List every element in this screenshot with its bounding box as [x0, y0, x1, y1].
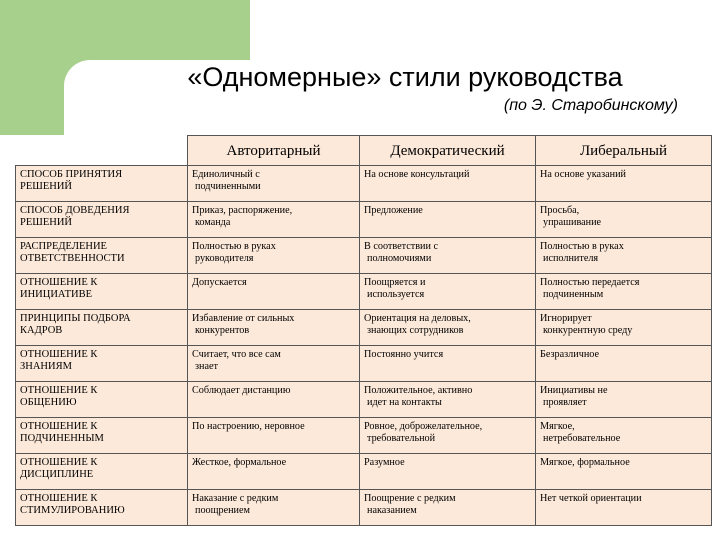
- cell-line: На основе консультаций: [364, 169, 470, 180]
- cell-line: конкурентов: [195, 325, 250, 336]
- cell-line: ПРИНЦИПЫ ПОДБОРА: [20, 313, 131, 324]
- cell-line: На основе указаний: [540, 169, 626, 180]
- cell-line: ОТНОШЕНИЕ К: [20, 277, 98, 288]
- column-header-authoritarian: Авторитарный: [188, 136, 360, 166]
- cell-line: Мягкое, формальное: [540, 457, 630, 468]
- cell-line: исполнителя: [543, 253, 599, 264]
- cell-line: Полностью в руках: [540, 241, 624, 252]
- cell-line: конкурентную среду: [543, 325, 633, 336]
- cell-line: полномочиями: [367, 253, 432, 264]
- cell-line: ОТНОШЕНИЕ К: [20, 493, 98, 504]
- cell-liberal: [536, 166, 712, 202]
- cell-line: ДИСЦИПЛИНЕ: [20, 469, 94, 480]
- cell-authoritarian: [188, 274, 360, 310]
- cell-line: РЕШЕНИЙ: [20, 181, 73, 192]
- cell-line: Ориентация на деловых,: [364, 313, 471, 324]
- cell-line: ОТНОШЕНИЕ К: [20, 421, 98, 432]
- cell-line: Инициативы не: [540, 385, 608, 396]
- cell-democratic: [360, 382, 536, 418]
- header-corner: [16, 136, 188, 166]
- cell-democratic: [360, 310, 536, 346]
- cell-liberal: [536, 454, 712, 490]
- cell-authoritarian: [188, 490, 360, 526]
- cell-line: требовательной: [367, 433, 436, 444]
- cell-line: Наказание с редким: [192, 493, 279, 504]
- cell-line: В соответствии с: [364, 241, 438, 252]
- cell-line: Жесткое, формальное: [192, 457, 287, 468]
- cell-criterion: [16, 454, 188, 490]
- cell-authoritarian: [188, 166, 360, 202]
- cell-line: Положительное, активно: [364, 385, 473, 396]
- cell-line: используется: [367, 289, 425, 300]
- table-row: [16, 274, 712, 310]
- page-subtitle: (по Э. Старобинскому): [503, 97, 678, 114]
- cell-line: Игнорирует: [540, 313, 592, 324]
- table-row: [16, 346, 712, 382]
- cell-line: РАСПРЕДЕЛЕНИЕ: [20, 241, 107, 252]
- cell-criterion: [16, 382, 188, 418]
- cell-authoritarian: [188, 202, 360, 238]
- cell-line: КАДРОВ: [20, 325, 63, 336]
- cell-democratic: [360, 418, 536, 454]
- cell-line: СПОСОБ ДОВЕДЕНИЯ: [20, 205, 130, 216]
- table-row: [16, 454, 712, 490]
- cell-liberal: [536, 418, 712, 454]
- cell-line: СПОСОБ ПРИНЯТИЯ: [20, 169, 123, 180]
- leadership-styles-table: [15, 135, 712, 526]
- cell-liberal: [536, 346, 712, 382]
- cell-criterion: [16, 490, 188, 526]
- cell-line: Поощряется и: [364, 277, 426, 288]
- cell-line: знает: [195, 361, 218, 372]
- cell-line: Приказ, распоряжение,: [192, 205, 293, 216]
- table-row: [16, 310, 712, 346]
- cell-line: ОТНОШЕНИЕ К: [20, 385, 98, 396]
- cell-democratic: [360, 166, 536, 202]
- cell-criterion: [16, 346, 188, 382]
- cell-line: ОТНОШЕНИЕ К: [20, 349, 98, 360]
- cell-line: Просьба,: [540, 205, 580, 216]
- cell-line: наказанием: [367, 505, 417, 516]
- cell-line: Единоличный с: [192, 169, 260, 180]
- cell-line: РЕШЕНИЙ: [20, 217, 73, 228]
- cell-democratic: [360, 490, 536, 526]
- cell-line: Мягкое,: [540, 421, 575, 432]
- cell-line: подчиненным: [543, 289, 604, 300]
- cell-line: Полностью в руках: [192, 241, 276, 252]
- table-header-row: [16, 136, 712, 166]
- cell-line: СТИМУЛИРОВАНИЮ: [20, 505, 125, 516]
- column-header-liberal: Либеральный: [536, 136, 712, 166]
- cell-criterion: [16, 166, 188, 202]
- cell-line: руководителя: [195, 253, 254, 264]
- cell-liberal: [536, 490, 712, 526]
- cell-line: Избавление от сильных: [192, 313, 295, 324]
- cell-criterion: [16, 310, 188, 346]
- cell-line: проявляет: [543, 397, 587, 408]
- cell-line: поощрением: [195, 505, 250, 516]
- cell-line: ОТНОШЕНИЕ К: [20, 457, 98, 468]
- cell-line: идет на контакты: [367, 397, 442, 408]
- cell-democratic: [360, 238, 536, 274]
- cell-authoritarian: [188, 310, 360, 346]
- cell-liberal: [536, 274, 712, 310]
- cell-liberal: [536, 310, 712, 346]
- table-row: [16, 166, 712, 202]
- cell-authoritarian: [188, 454, 360, 490]
- cell-line: знающих сотрудников: [367, 325, 464, 336]
- cell-line: подчиненными: [195, 181, 261, 192]
- cell-line: Ровное, доброжелательное,: [364, 421, 483, 432]
- cell-line: ОБЩЕНИЮ: [20, 397, 77, 408]
- cell-line: Безразличное: [540, 349, 600, 360]
- cell-line: По настроению, неровное: [192, 421, 305, 432]
- cell-liberal: [536, 382, 712, 418]
- cell-authoritarian: [188, 382, 360, 418]
- cell-line: ПОДЧИНЕННЫМ: [20, 433, 104, 444]
- cell-line: Предложение: [364, 205, 423, 216]
- cell-liberal: [536, 202, 712, 238]
- cell-democratic: [360, 454, 536, 490]
- cell-criterion: [16, 418, 188, 454]
- column-header-democratic: Демократический: [360, 136, 536, 166]
- cell-line: Полностью передается: [540, 277, 640, 288]
- cell-line: ОТВЕТСТВЕННОСТИ: [20, 253, 125, 264]
- cell-line: Считает, что все сам: [192, 349, 281, 360]
- cell-authoritarian: [188, 418, 360, 454]
- page-title: «Одномерные» стили руководства: [187, 62, 623, 92]
- cell-line: Соблюдает дистанцию: [192, 385, 291, 396]
- table-row: [16, 382, 712, 418]
- cell-democratic: [360, 346, 536, 382]
- cell-criterion: [16, 202, 188, 238]
- cell-line: Допускается: [192, 277, 247, 288]
- table-row: [16, 490, 712, 526]
- cell-authoritarian: [188, 238, 360, 274]
- cell-line: команда: [195, 217, 231, 228]
- cell-line: Нет четкой ориентации: [540, 493, 642, 504]
- table-row: [16, 202, 712, 238]
- cell-line: Постоянно учится: [364, 349, 444, 360]
- cell-criterion: [16, 238, 188, 274]
- cell-democratic: [360, 202, 536, 238]
- table-row: [16, 238, 712, 274]
- cell-line: ЗНАНИЯМ: [20, 361, 72, 372]
- cell-criterion: [16, 274, 188, 310]
- cell-line: ИНИЦИАТИВЕ: [20, 289, 92, 300]
- cell-line: Поощрение с редким: [364, 493, 456, 504]
- table-row: [16, 418, 712, 454]
- cell-authoritarian: [188, 346, 360, 382]
- cell-liberal: [536, 238, 712, 274]
- cell-line: нетребовательное: [543, 433, 621, 444]
- cell-line: упрашивание: [543, 217, 602, 228]
- cell-democratic: [360, 274, 536, 310]
- table-body: [16, 166, 712, 526]
- cell-line: Разумное: [364, 457, 405, 468]
